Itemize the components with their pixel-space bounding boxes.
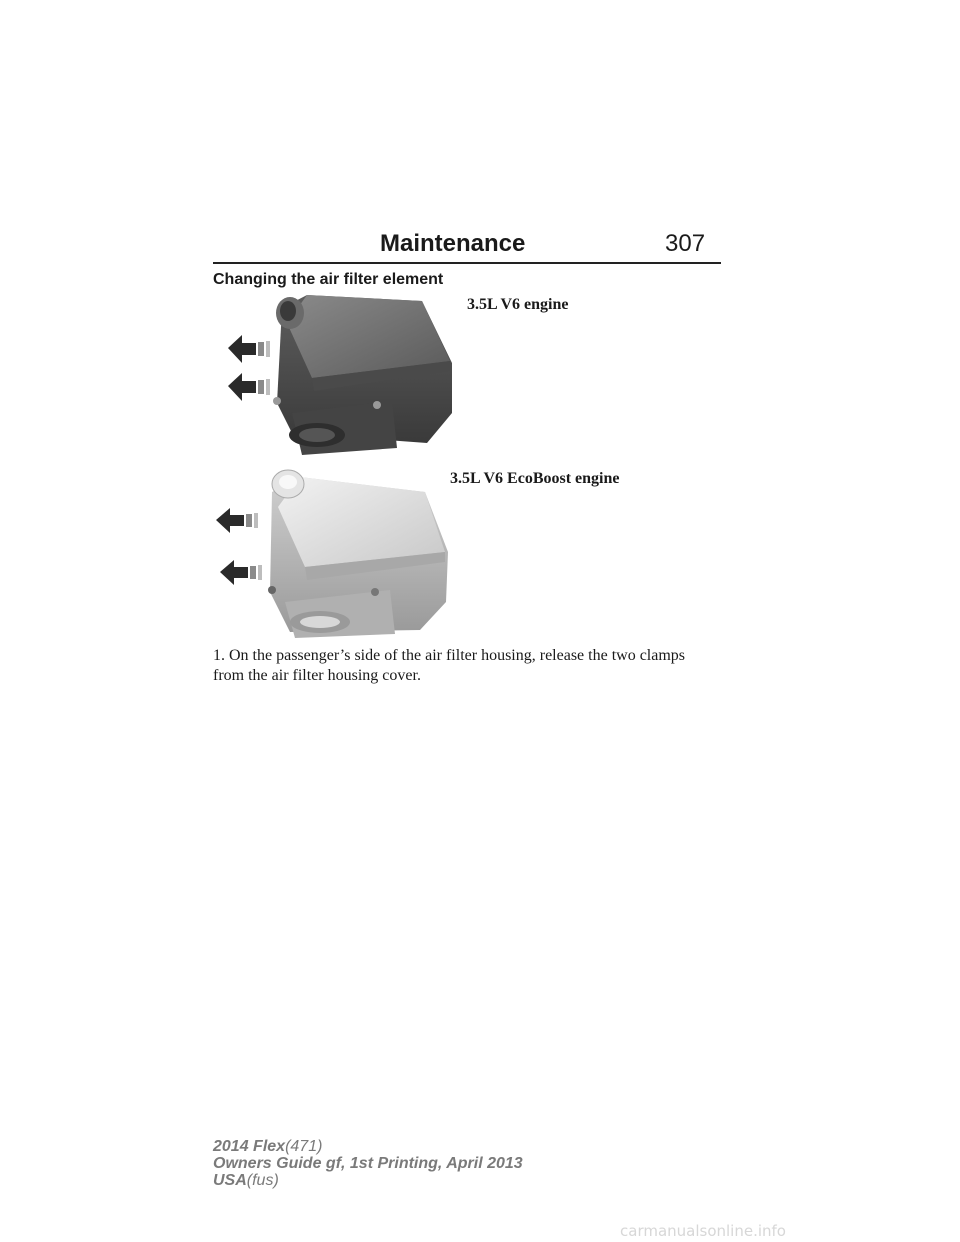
- figure-caption-v6: 3.5L V6 engine: [467, 296, 569, 313]
- document-footer: [213, 1138, 523, 1189]
- air-filter-housing-dark-figure: [222, 283, 462, 463]
- footer-code: (471): [285, 1138, 323, 1155]
- airflow-arrow-icon: [228, 373, 270, 401]
- air-filter-housing-light-figure: [210, 462, 460, 640]
- footer-model: 2014 Flex: [213, 1138, 286, 1155]
- figure-caption-v6-ecoboost: 3.5L V6 EcoBoost engine: [450, 470, 620, 487]
- page-number: 307: [665, 230, 706, 257]
- section-heading: Changing the air filter element: [213, 271, 444, 288]
- footer-printing: Owners Guide gf, 1st Printing, April 2013: [213, 1155, 523, 1172]
- watermark: carmanualsonline.info: [620, 1222, 786, 1240]
- airflow-arrow-icon: [220, 560, 262, 585]
- airflow-arrow-icon: [216, 508, 258, 533]
- step-1-text: 1. On the passenger’s side of the air filter housing, release the two clamps from the air filter housing cover.: [213, 647, 686, 684]
- footer-region-code: (fus): [246, 1172, 279, 1189]
- running-header-title: Maintenance: [380, 230, 526, 257]
- footer-region: USA: [213, 1172, 247, 1189]
- airflow-arrow-icon: [228, 335, 270, 363]
- header-divider: [213, 262, 721, 264]
